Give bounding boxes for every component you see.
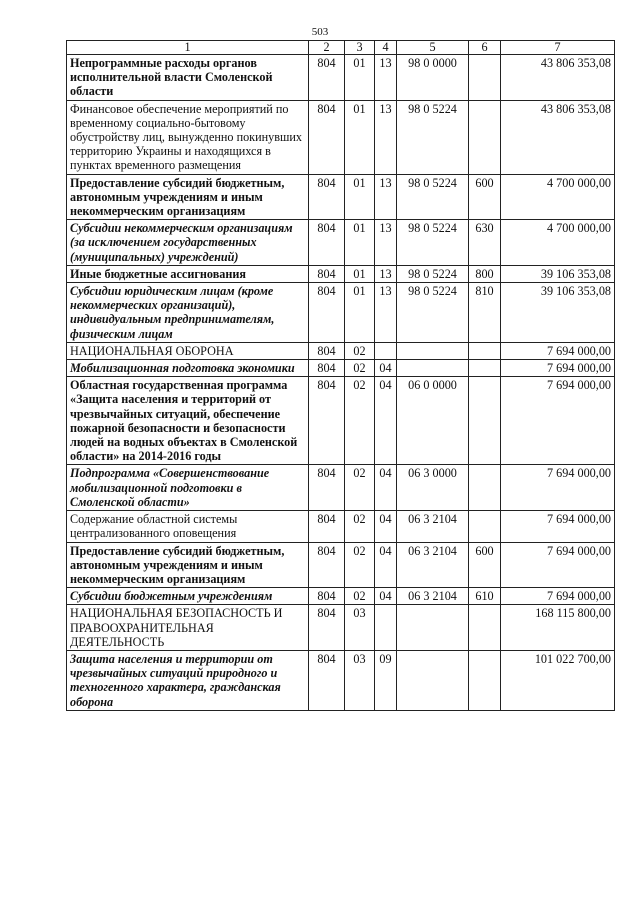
code-target-cell: 06 0 0000 (397, 377, 469, 465)
code-expense-type-cell (469, 360, 501, 377)
row-name-cell: НАЦИОНАЛЬНАЯ БЕЗОПАСНОСТЬ И ПРАВООХРАНИТЕЛЬНАЯ ДЕЯТЕЛЬНОСТЬ (67, 605, 309, 651)
amount-cell: 39 106 353,08 (501, 265, 615, 282)
code-expense-type-cell: 630 (469, 220, 501, 266)
code-subsection-cell: 13 (375, 283, 397, 343)
code-target-cell: 06 3 2104 (397, 588, 469, 605)
amount-cell: 43 806 353,08 (501, 100, 615, 174)
amount-cell: 4 700 000,00 (501, 174, 615, 220)
code-section-cell: 02 (345, 360, 375, 377)
header-cell: 1 (67, 41, 309, 55)
row-name-cell: Субсидии бюджетным учреждениям (67, 588, 309, 605)
header-cell: 4 (375, 41, 397, 55)
amount-cell: 7 694 000,00 (501, 511, 615, 542)
row-name-cell: Иные бюджетные ассигнования (67, 265, 309, 282)
table-row (67, 100, 615, 174)
budget-body (67, 55, 615, 711)
table-row (67, 511, 615, 542)
code-ministry-cell: 804 (309, 174, 345, 220)
code-expense-type-cell: 600 (469, 542, 501, 588)
code-subsection-cell (375, 342, 397, 359)
table-row (67, 588, 615, 605)
code-subsection-cell: 04 (375, 465, 397, 511)
code-subsection-cell: 13 (375, 100, 397, 174)
amount-cell: 7 694 000,00 (501, 342, 615, 359)
code-expense-type-cell: 800 (469, 265, 501, 282)
code-target-cell (397, 650, 469, 710)
table-row (67, 360, 615, 377)
code-ministry-cell: 804 (309, 605, 345, 651)
code-section-cell: 01 (345, 100, 375, 174)
amount-cell: 101 022 700,00 (501, 650, 615, 710)
code-section-cell: 01 (345, 283, 375, 343)
code-subsection-cell: 13 (375, 174, 397, 220)
code-target-cell: 98 0 5224 (397, 100, 469, 174)
header-cell: 5 (397, 41, 469, 55)
code-ministry-cell: 804 (309, 588, 345, 605)
row-name-cell: Содержание областной системы централизованного оповещения (67, 511, 309, 542)
code-ministry-cell: 804 (309, 283, 345, 343)
code-expense-type-cell (469, 342, 501, 359)
budget-table (66, 40, 615, 711)
code-subsection-cell (375, 605, 397, 651)
code-expense-type-cell (469, 465, 501, 511)
code-target-cell: 98 0 5224 (397, 174, 469, 220)
amount-cell: 43 806 353,08 (501, 55, 615, 101)
amount-cell: 168 115 800,00 (501, 605, 615, 651)
row-name-cell: Подпрограмма «Совершенствование мобилизационной подготовки в Смоленской области» (67, 465, 309, 511)
code-expense-type-cell (469, 650, 501, 710)
code-section-cell: 02 (345, 377, 375, 465)
amount-cell: 7 694 000,00 (501, 588, 615, 605)
code-target-cell: 98 0 0000 (397, 55, 469, 101)
code-ministry-cell: 804 (309, 511, 345, 542)
code-subsection-cell: 04 (375, 588, 397, 605)
header-cell: 2 (309, 41, 345, 55)
row-name-cell: НАЦИОНАЛЬНАЯ ОБОРОНА (67, 342, 309, 359)
code-ministry-cell: 804 (309, 650, 345, 710)
code-expense-type-cell (469, 100, 501, 174)
row-name-cell: Субсидии юридическим лицам (кроме некоммерческих организаций), индивидуальным предпринимателям, физическим лицам (67, 283, 309, 343)
header-cell: 7 (501, 41, 615, 55)
table-row (67, 174, 615, 220)
code-expense-type-cell (469, 377, 501, 465)
table-row (67, 220, 615, 266)
code-subsection-cell: 13 (375, 55, 397, 101)
row-name-cell: Предоставление субсидий бюджетным, автономным учреждениям и иным некоммерческим организациям (67, 542, 309, 588)
header-row (67, 41, 615, 55)
row-name-cell: Предоставление субсидий бюджетным, автономным учреждениям и иным некоммерческим организациям (67, 174, 309, 220)
code-target-cell: 06 3 2104 (397, 542, 469, 588)
code-expense-type-cell (469, 511, 501, 542)
code-subsection-cell: 13 (375, 220, 397, 266)
code-ministry-cell: 804 (309, 377, 345, 465)
code-section-cell: 03 (345, 650, 375, 710)
code-section-cell: 02 (345, 511, 375, 542)
row-name-cell: Защита населения и территории от чрезвычайных ситуаций природного и техногенного характера, гражданская оборона (67, 650, 309, 710)
code-target-cell: 06 3 0000 (397, 465, 469, 511)
code-section-cell: 01 (345, 265, 375, 282)
page-number: 503 (311, 26, 329, 38)
code-target-cell: 98 0 5224 (397, 283, 469, 343)
code-expense-type-cell: 600 (469, 174, 501, 220)
code-subsection-cell: 09 (375, 650, 397, 710)
amount-cell: 7 694 000,00 (501, 542, 615, 588)
table-row (67, 342, 615, 359)
code-target-cell (397, 342, 469, 359)
code-ministry-cell: 804 (309, 220, 345, 266)
code-ministry-cell: 804 (309, 100, 345, 174)
row-name-cell: Субсидии некоммерческим организациям (за исключением государственных (муниципальных) учреждений) (67, 220, 309, 266)
row-name-cell: Непрограммные расходы органов исполнительной власти Смоленской области (67, 55, 309, 101)
code-section-cell: 03 (345, 605, 375, 651)
amount-cell: 7 694 000,00 (501, 360, 615, 377)
table-row (67, 377, 615, 465)
table-row (67, 265, 615, 282)
code-section-cell: 02 (345, 542, 375, 588)
code-ministry-cell: 804 (309, 55, 345, 101)
code-subsection-cell: 04 (375, 377, 397, 465)
code-ministry-cell: 804 (309, 542, 345, 588)
row-name-cell: Областная государственная программа «Защита населения и территорий от чрезвычайных ситуаций, обеспечение пожарной безопасности и безопасности людей на водных объектах в Смоленской области» на 2014-2016 годы (67, 377, 309, 465)
amount-cell: 39 106 353,08 (501, 283, 615, 343)
code-ministry-cell: 804 (309, 465, 345, 511)
table-row (67, 650, 615, 710)
table-row (67, 55, 615, 101)
amount-cell: 7 694 000,00 (501, 377, 615, 465)
code-target-cell: 98 0 5224 (397, 220, 469, 266)
table-row (67, 605, 615, 651)
code-section-cell: 02 (345, 588, 375, 605)
code-ministry-cell: 804 (309, 265, 345, 282)
amount-cell: 4 700 000,00 (501, 220, 615, 266)
code-subsection-cell: 04 (375, 542, 397, 588)
row-name-cell: Мобилизационная подготовка экономики (67, 360, 309, 377)
code-expense-type-cell: 610 (469, 588, 501, 605)
table-row (67, 283, 615, 343)
header-cell: 3 (345, 41, 375, 55)
code-subsection-cell: 04 (375, 511, 397, 542)
code-expense-type-cell: 810 (469, 283, 501, 343)
code-target-cell: 98 0 5224 (397, 265, 469, 282)
table-row (67, 465, 615, 511)
code-section-cell: 01 (345, 174, 375, 220)
code-section-cell: 02 (345, 465, 375, 511)
code-section-cell: 02 (345, 342, 375, 359)
row-name-cell: Финансовое обеспечение мероприятий по временному социально-бытовому обустройству лиц, вынужденно покинувших территорию Украины и находящихся в пунктах временного размещения (67, 100, 309, 174)
code-section-cell: 01 (345, 220, 375, 266)
code-target-cell (397, 605, 469, 651)
code-expense-type-cell (469, 55, 501, 101)
header-cell: 6 (469, 41, 501, 55)
code-section-cell: 01 (345, 55, 375, 101)
code-ministry-cell: 804 (309, 342, 345, 359)
code-expense-type-cell (469, 605, 501, 651)
code-target-cell (397, 360, 469, 377)
table-row (67, 542, 615, 588)
code-subsection-cell: 13 (375, 265, 397, 282)
code-subsection-cell: 04 (375, 360, 397, 377)
code-ministry-cell: 804 (309, 360, 345, 377)
code-target-cell: 06 3 2104 (397, 511, 469, 542)
amount-cell: 7 694 000,00 (501, 465, 615, 511)
